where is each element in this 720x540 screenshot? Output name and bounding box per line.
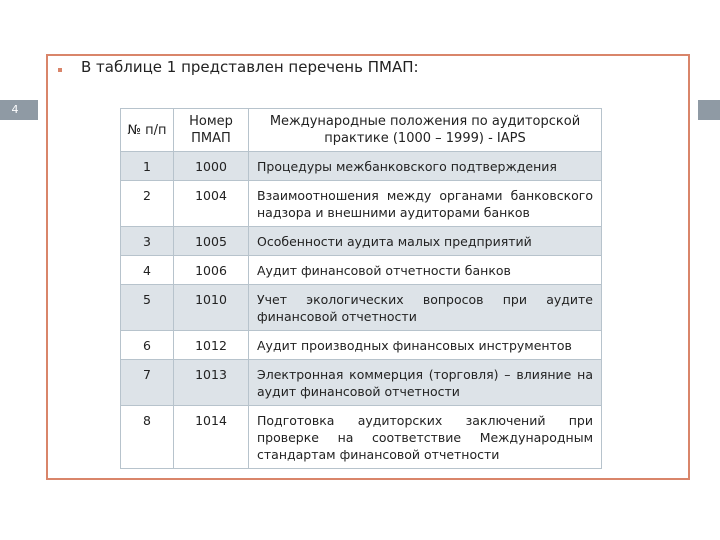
cell-code-text: 1014 [195,413,227,428]
cell-code-text: 1012 [195,338,227,353]
cell-num-text: 4 [143,263,151,278]
cell-num [121,331,174,360]
header-desc-text: Международные положения по аудиторской практике (1000 – 1999) - IAPS [269,114,581,146]
page-number: 4 [11,103,19,116]
cell-num [121,360,174,406]
table-row [121,152,602,181]
cell-desc [249,406,602,469]
cell-desc [249,285,602,331]
header-code [174,109,249,152]
table-header-row [121,109,602,152]
header-num-text: № п/п [127,122,167,138]
cell-desc [249,227,602,256]
cell-code [174,181,249,227]
header-code-text: Номер ПМАП [189,114,233,146]
header-desc [249,109,602,152]
cell-code-text: 1013 [195,367,227,382]
cell-code [174,256,249,285]
table-row [121,406,602,469]
table-row [121,360,602,406]
cell-num-text: 7 [143,367,151,382]
table-row [121,256,602,285]
bullet-icon [58,68,62,72]
cell-desc-text: Электронная коммерция (торговля) – влияние на аудит финансовой отчетности [257,367,593,399]
cell-num-text: 1 [143,159,151,174]
cell-desc-text: Подготовка аудиторских заключений при проверке на соответствие Международным стандартам финансовой отчетности [257,413,593,462]
cell-desc [249,331,602,360]
header-num [121,109,174,152]
cell-num-text: 6 [143,338,151,353]
cell-num-text: 2 [143,188,151,203]
cell-code-text: 1010 [195,292,227,307]
cell-num [121,227,174,256]
cell-num [121,406,174,469]
cell-desc [249,152,602,181]
cell-code [174,360,249,406]
cell-desc [249,360,602,406]
cell-desc-text: Аудит финансовой отчетности банков [257,263,511,278]
table-row [121,331,602,360]
cell-desc-text: Аудит производных финансовых инструментов [257,338,572,353]
cell-code-text: 1004 [195,188,227,203]
cell-num-text: 5 [143,292,151,307]
cell-code [174,152,249,181]
cell-desc [249,256,602,285]
table-row [121,285,602,331]
cell-num [121,285,174,331]
cell-code [174,285,249,331]
cell-num [121,256,174,285]
table-row [121,181,602,227]
cell-code-text: 1006 [195,263,227,278]
cell-code-text: 1005 [195,234,227,249]
cell-code [174,331,249,360]
cell-desc-text: Особенности аудита малых предприятий [257,234,532,249]
cell-num [121,152,174,181]
right-accent-bar [698,100,720,120]
cell-num-text: 3 [143,234,151,249]
cell-num [121,181,174,227]
cell-code-text: 1000 [195,159,227,174]
cell-desc-text: Взаимоотношения между органами банковского надзора и внешними аудиторами банков [257,188,593,220]
intro-text: В таблице 1 представлен перечень ПМАП: [81,58,419,76]
cell-desc [249,181,602,227]
cell-desc-text: Процедуры межбанковского подтверждения [257,159,557,174]
cell-code [174,406,249,469]
cell-code [174,227,249,256]
cell-desc-text: Учет экологических вопросов при аудите финансовой отчетности [257,292,593,324]
cell-num-text: 8 [143,413,151,428]
pmap-table [120,108,602,469]
table-row [121,227,602,256]
